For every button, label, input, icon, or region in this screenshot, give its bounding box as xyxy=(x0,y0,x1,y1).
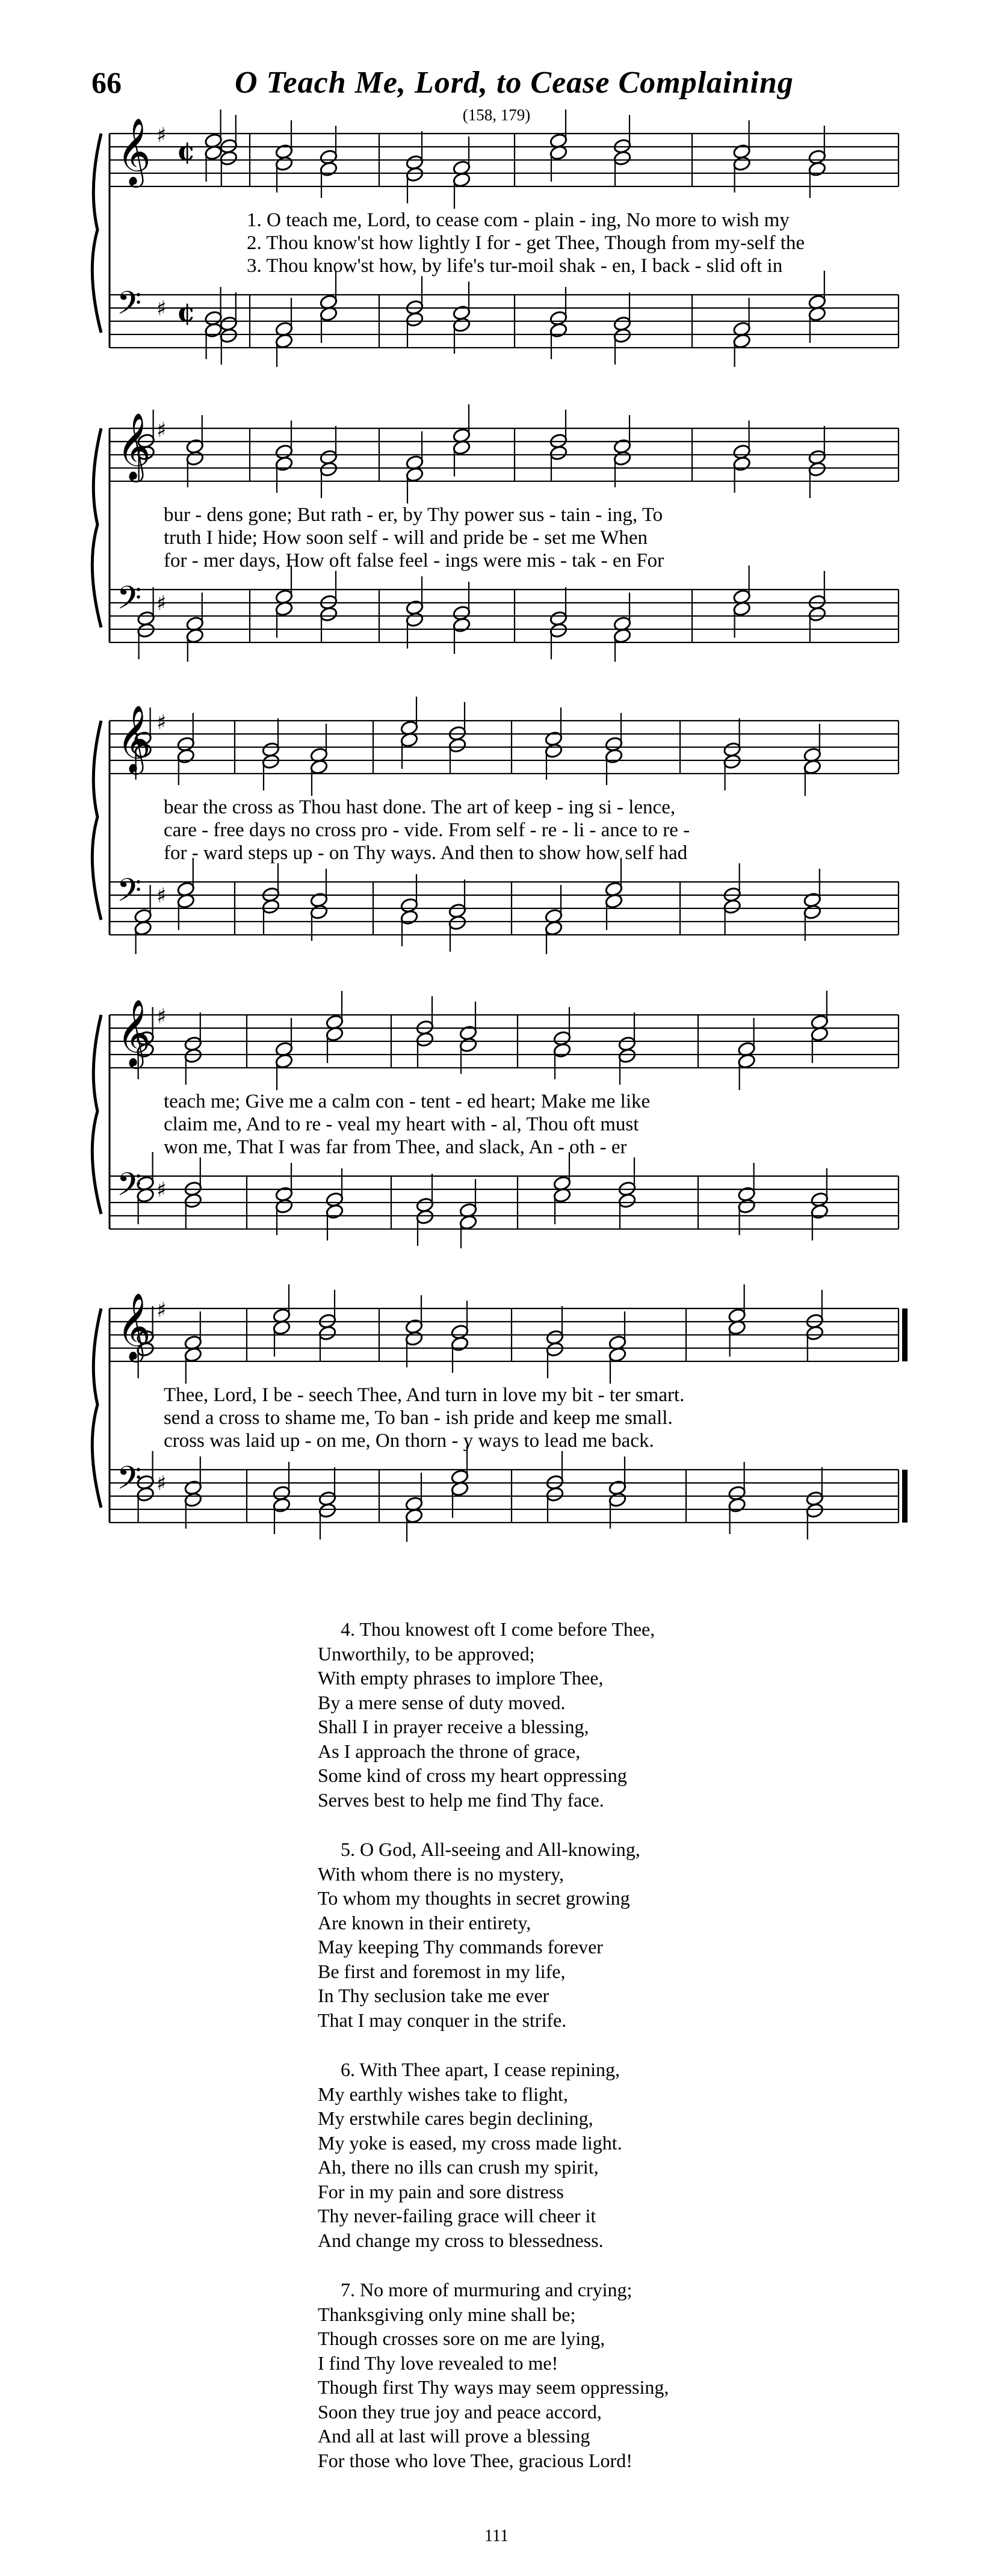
note-head xyxy=(318,1325,337,1342)
lyric-line-verse-2: send a cross to shame me, To ban - ish pride and keep me small. xyxy=(164,1407,673,1429)
key-signature-sharp-icon: ♯ xyxy=(156,1298,167,1322)
note-head xyxy=(405,1508,424,1524)
bass-clef-icon: 𝄢 xyxy=(117,1166,142,1211)
verse-line: For in my pain and sore distress xyxy=(318,2180,564,2202)
verse-line: 6. With Thee apart, I cease repining, xyxy=(341,2059,620,2080)
key-signature-sharp-icon: ♯ xyxy=(156,297,167,321)
lyric-line-verse-1: 1. O teach me, Lord, to cease com - plain - ing, No more to wish my xyxy=(247,209,790,231)
note-head xyxy=(728,1497,746,1514)
note-head xyxy=(405,1331,424,1347)
key-signature-sharp-icon: ♯ xyxy=(156,1471,167,1496)
verse-line: Thanksgiving only mine shall be; xyxy=(318,2303,576,2325)
verse-line: Serves best to help me find Thy face. xyxy=(318,1789,604,1811)
note-head xyxy=(608,1347,627,1363)
treble-clef-icon: 𝄞 xyxy=(117,704,151,772)
bass-clef-icon: 𝄢 xyxy=(117,580,142,624)
verse-line: Ah, there no ills can crush my spirit, xyxy=(318,2156,599,2178)
bass-clef-icon: 𝄢 xyxy=(117,285,142,330)
page-number: 111 xyxy=(484,2527,509,2545)
verse-line: As I approach the throne of grace, xyxy=(318,1740,581,1762)
verse-line: To whom my thoughts in secret growing xyxy=(318,1887,630,1909)
lyric-line-verse-2: 2. Thou know'st how lightly I for - get Thee, Though from my-self the xyxy=(247,232,805,254)
lyric-line-verse-1: Thee, Lord, I be - seech Thee, And turn in love my bit - ter smart. xyxy=(164,1384,685,1406)
tune-reference: (158, 179) xyxy=(462,106,531,124)
key-signature-sharp-icon: ♯ xyxy=(156,1178,167,1202)
verse-line: In Thy seclusion take me ever xyxy=(318,1985,549,2006)
stanza-7 xyxy=(318,2278,859,2473)
lyric-line-verse-3: for - ward steps up - on Thy ways. And then to show how self had xyxy=(164,842,688,864)
key-signature-sharp-icon: ♯ xyxy=(156,418,167,442)
cut-time-icon: ¢ xyxy=(177,297,196,328)
verse-line: 7. No more of murmuring and crying; xyxy=(341,2279,633,2300)
treble-clef-icon: 𝄞 xyxy=(117,412,151,479)
note-head xyxy=(608,1492,627,1508)
verse-line: For those who love Thee, gracious Lord! xyxy=(318,2449,633,2471)
verse-line: Though first Thy ways may seem oppressing, xyxy=(318,2376,669,2398)
lyric-line-verse-1: bear the cross as Thou hast done. The art of keep - ing si - lence, xyxy=(164,797,676,818)
note-head xyxy=(184,1347,202,1363)
bass-clef-icon: 𝄢 xyxy=(117,1460,142,1505)
key-signature-sharp-icon: ♯ xyxy=(156,1005,167,1029)
verse-line: With whom there is no mystery, xyxy=(318,1863,565,1885)
note-head xyxy=(546,1342,565,1358)
key-signature-sharp-icon: ♯ xyxy=(156,123,167,147)
lyric-line-verse-2: truth I hide; How soon self - will and pride be - set me When xyxy=(164,527,648,549)
treble-clef-icon: 𝄞 xyxy=(117,1292,151,1360)
lyric-line-verse-1: teach me; Give me a calm con - tent - ed heart; Make me like xyxy=(164,1091,651,1112)
note-head xyxy=(184,1492,202,1508)
verse-line: And change my cross to blessedness. xyxy=(318,2229,604,2251)
verse-line: 5. O God, All-seeing and All-knowing, xyxy=(341,1838,640,1860)
key-signature-sharp-icon: ♯ xyxy=(156,591,167,615)
lyric-line-verse-3: cross was laid up - on me, On thorn - y ways to lead me back. xyxy=(164,1430,654,1452)
verse-line: I find Thy love revealed to me! xyxy=(318,2352,558,2374)
note-head xyxy=(318,1503,337,1519)
verse-line: That I may conquer in the strife. xyxy=(318,2009,567,2031)
verse-line: Be first and foremost in my life, xyxy=(318,1960,566,1982)
lyric-line-verse-3: won me, That I was far from Thee, and slack, An - oth - er xyxy=(164,1136,627,1158)
note-head xyxy=(805,1503,824,1519)
bass-clef-icon: 𝄢 xyxy=(117,872,142,917)
cut-time-icon: ¢ xyxy=(177,136,196,167)
verse-line: My yoke is eased, my cross made light. xyxy=(318,2131,622,2154)
key-signature-sharp-icon: ♯ xyxy=(156,884,167,908)
key-signature-sharp-icon: ♯ xyxy=(156,710,167,735)
note-head xyxy=(273,1497,291,1514)
note-head xyxy=(546,1487,565,1503)
verse-line: Thy never-failing grace will cheer it xyxy=(318,2205,596,2226)
verse-line: May keeping Thy commands forever xyxy=(318,1936,603,1958)
verse-line: Though crosses sore on me are lying, xyxy=(318,2328,605,2349)
treble-clef-icon: 𝄞 xyxy=(117,999,151,1066)
verse-line: Some kind of cross my heart oppressing xyxy=(318,1764,627,1786)
lyric-line-verse-2: claim me, And to re - veal my heart with - al, Thou oft must xyxy=(164,1114,639,1135)
lyric-line-verse-1: bur - dens gone; But rath - er, by Thy power sus - tain - ing, To xyxy=(164,504,663,526)
verse-line: With empty phrases to implore Thee, xyxy=(318,1667,604,1689)
verse-line: Unworthily, to be approved; xyxy=(318,1642,535,1665)
hymn-title: O Teach Me, Lord, to Cease Complaining xyxy=(235,66,794,100)
verse-line: My earthly wishes take to flight, xyxy=(318,2083,568,2105)
verse-line: Shall I in prayer receive a blessing, xyxy=(318,1716,589,1737)
verse-line: My erstwhile cares begin declining, xyxy=(318,2107,593,2129)
verse-line: Are known in their entirety, xyxy=(318,1911,531,1934)
treble-clef-icon: 𝄞 xyxy=(117,117,151,185)
lyric-line-verse-2: care - free days no cross pro - vide. From self - re - li - ance to re - xyxy=(164,819,690,841)
lyric-line-verse-3: 3. Thou know'st how, by life's tur-moil shak - en, I back - slid oft in xyxy=(247,255,783,277)
verse-line: By a mere sense of duty moved. xyxy=(318,1691,566,1713)
lyric-line-verse-3: for - mer days, How oft false feel - ings were mis - tak - en For xyxy=(164,550,664,572)
stanza-5 xyxy=(318,1837,859,2032)
stanza-4 xyxy=(318,1617,859,1812)
verse-line: Soon they true joy and peace accord, xyxy=(318,2400,602,2423)
additional-verses xyxy=(318,1617,859,2498)
stanza-6 xyxy=(318,2057,859,2252)
verse-line: 4. Thou knowest oft I come before Thee, xyxy=(341,1618,655,1640)
note-head xyxy=(805,1325,824,1342)
verse-line: And all at last will prove a blessing xyxy=(318,2425,590,2447)
note-head xyxy=(451,1336,469,1352)
hymn-number: 66 xyxy=(91,66,122,99)
